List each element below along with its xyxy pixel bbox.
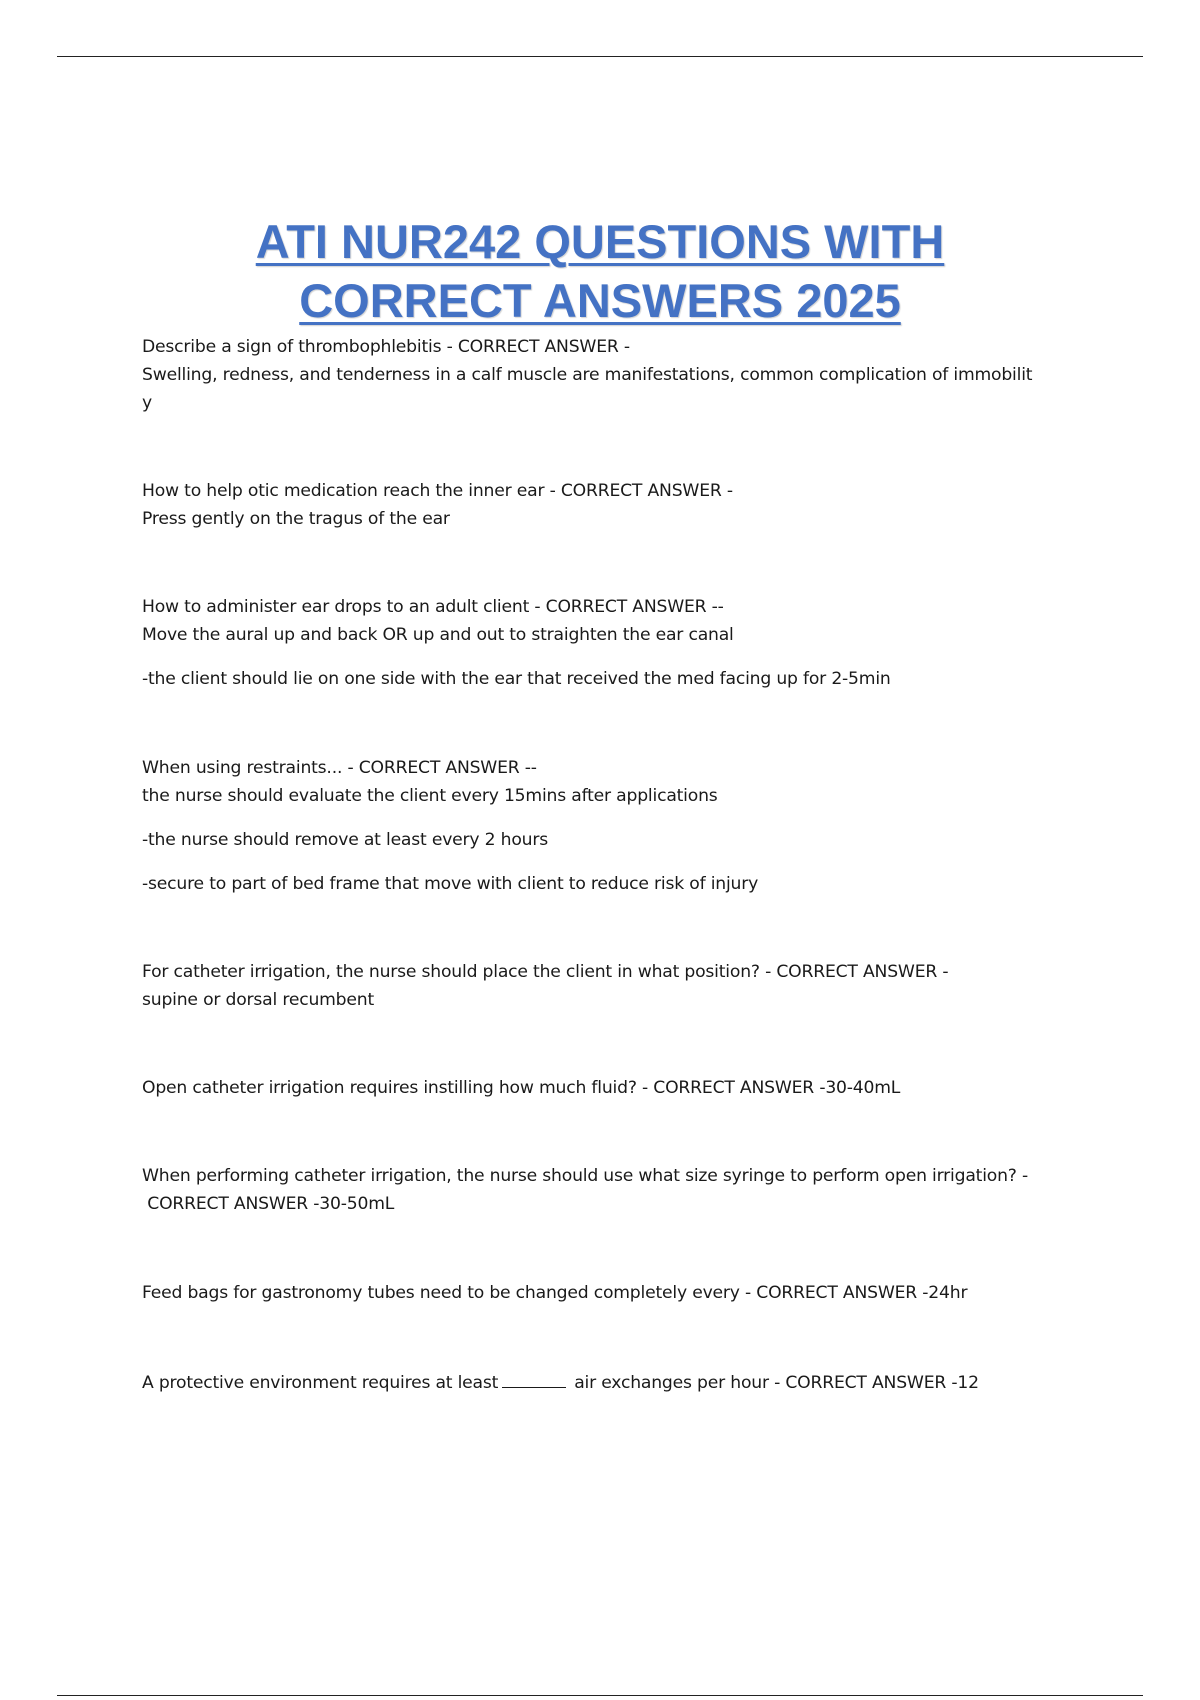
answer-text: y	[142, 393, 152, 413]
question-text: For catheter irrigation, the nurse should place the client in what position? - CORRECT ANSWER -	[142, 962, 949, 982]
qa-item-fill-blank	[142, 1367, 1062, 1397]
question-text: How to administer ear drops to an adult client - CORRECT ANSWER --	[142, 597, 724, 617]
answer-note: -the client should lie on one side with the ear that received the med facing up for 2-5min	[142, 669, 891, 689]
answer-text: Press gently on the tragus of the ear	[142, 509, 450, 529]
answer-text: the nurse should evaluate the client every 15mins after applications	[142, 786, 718, 806]
question-text: When performing catheter irrigation, the nurse should use what size syringe to perform open irrigation? -	[142, 1166, 1028, 1186]
document-title	[0, 212, 1200, 330]
question-text: When using restraints... - CORRECT ANSWER --	[142, 758, 537, 778]
fill-blank-before: A protective environment requires at least	[142, 1373, 499, 1393]
question-text: Feed bags for gastronomy tubes need to be changed completely every - CORRECT ANSWER -24hr	[142, 1283, 968, 1303]
answer-note: -secure to part of bed frame that move with client to reduce risk of injury	[142, 874, 759, 894]
answer-text: Move the aural up and back OR up and out to straighten the ear canal	[142, 625, 734, 645]
qa-item	[142, 1162, 1062, 1218]
fill-blank-after: air exchanges per hour - CORRECT ANSWER -12	[574, 1373, 979, 1393]
title-line-1: ATI NUR242 QUESTIONS WITH	[255, 215, 945, 268]
qa-item	[142, 958, 1062, 1014]
qa-item	[142, 754, 1062, 898]
qa-item	[142, 1279, 1062, 1307]
qa-item	[142, 593, 1062, 693]
qa-item	[142, 333, 1062, 417]
answer-blank	[502, 1367, 566, 1388]
answer-note: -the nurse should remove at least every 2 hours	[142, 830, 548, 850]
qa-item	[142, 477, 1062, 533]
qa-item	[142, 1074, 1062, 1102]
answer-text: supine or dorsal recumbent	[142, 990, 374, 1010]
answer-text: Swelling, redness, and tenderness in a calf muscle are manifestations, common complication of immobilit	[142, 365, 1033, 385]
fill-blank-question	[142, 1367, 1062, 1397]
top-divider	[57, 56, 1143, 57]
title-line-2: CORRECT ANSWERS 2025	[299, 274, 901, 327]
question-text: How to help otic medication reach the inner ear - CORRECT ANSWER -	[142, 481, 733, 501]
question-text: Open catheter irrigation requires instilling how much fluid? - CORRECT ANSWER -30-40mL	[142, 1078, 901, 1098]
bottom-divider	[57, 1695, 1143, 1696]
question-text: Describe a sign of thrombophlebitis - CORRECT ANSWER -	[142, 337, 630, 357]
answer-text: CORRECT ANSWER -30-50mL	[142, 1194, 395, 1214]
